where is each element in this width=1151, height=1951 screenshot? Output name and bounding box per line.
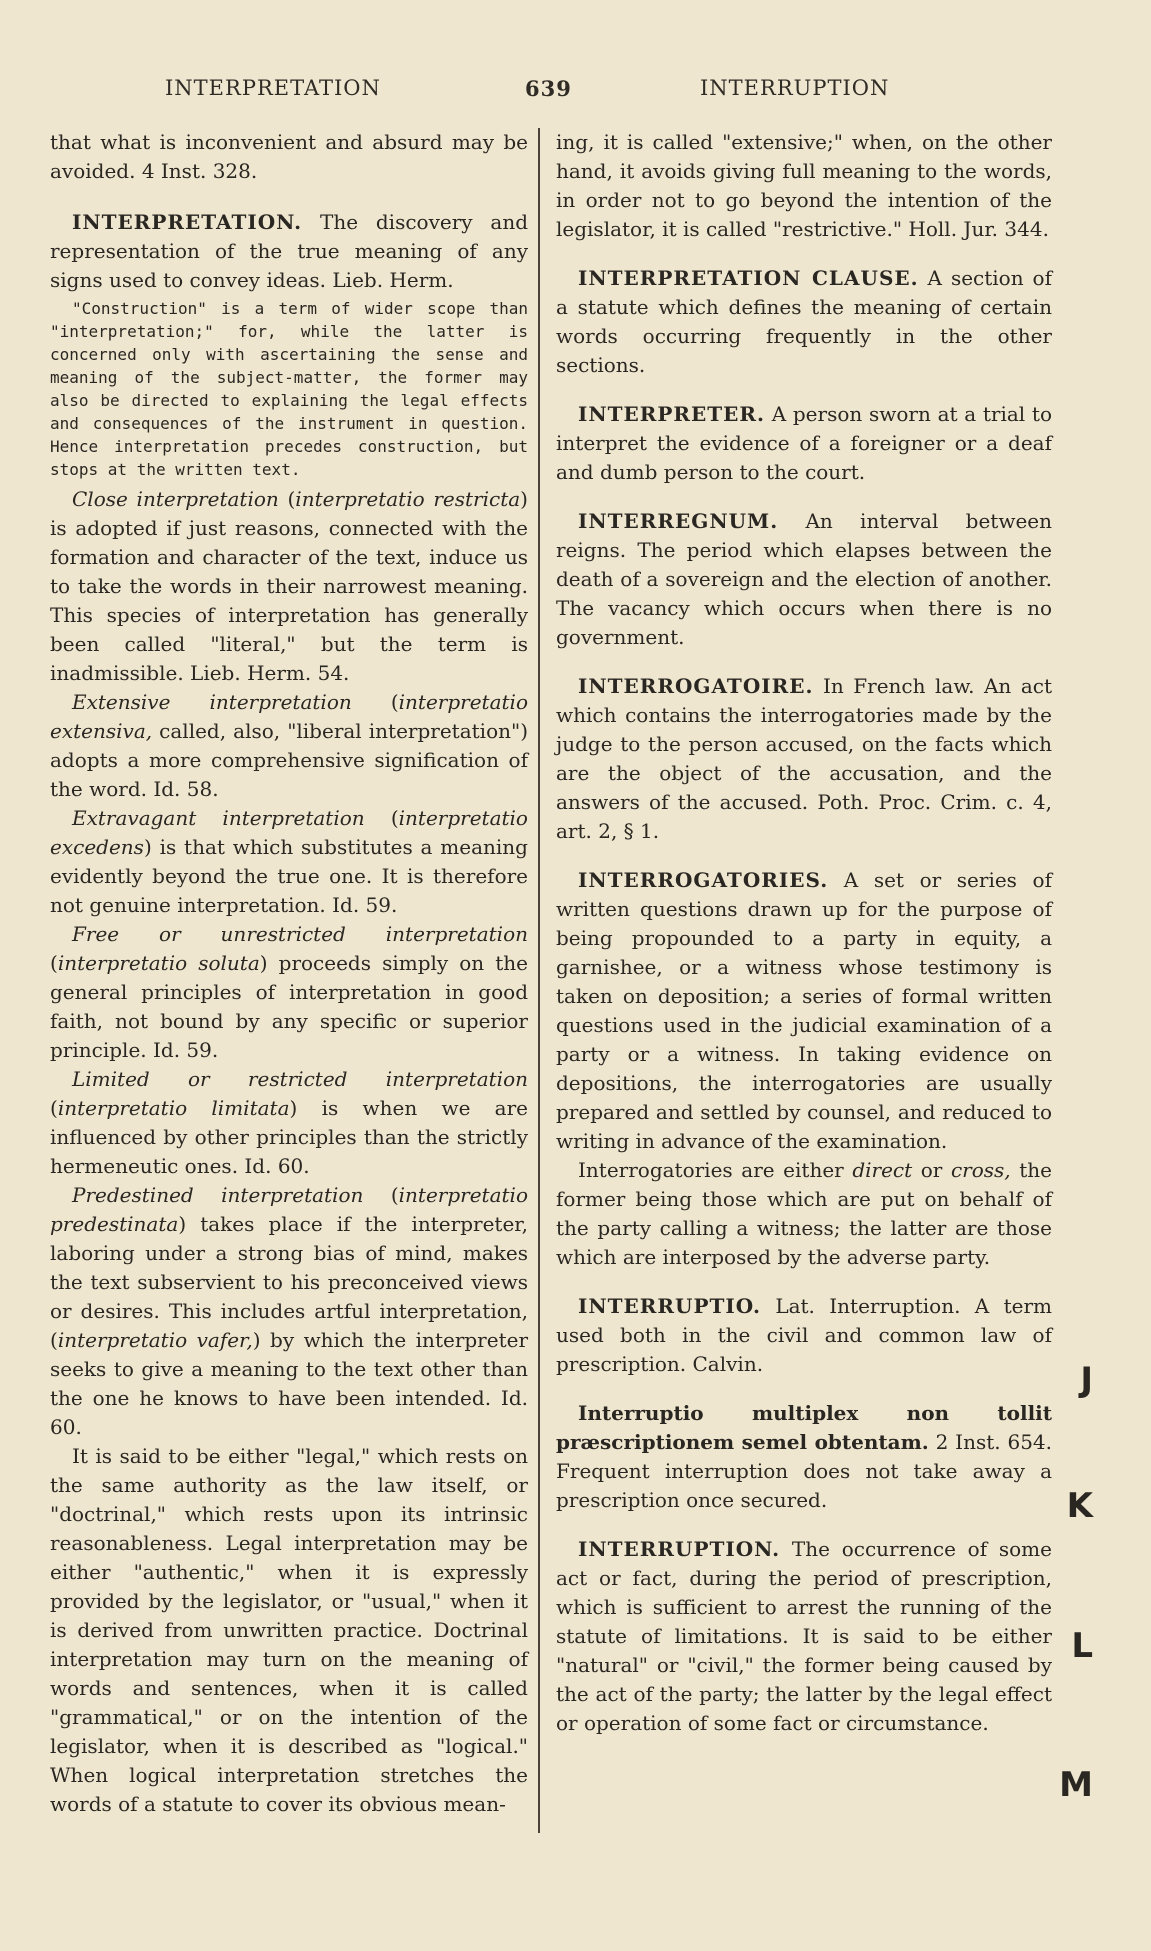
headword: INTERPRETATION. [72,210,303,234]
left-column [50,128,528,1819]
right-column [556,128,1052,1738]
definition: A person sworn at a trial to interpret the evidence of a foreigner or a deaf and dumb person to the court. [556,402,1052,484]
entry-interrogatoire [556,672,1052,846]
subentry-term: Extensive interpretation [72,690,352,714]
subentry-term: Extravagant interpretation [72,806,365,830]
subentry-limited: Limited or restricted interpretation (interpretatio limitata) is when we are influenced by other principles than the strictly hermeneutic ones. Id. 60. [50,1067,528,1178]
headword: INTERRUPTION. [578,1537,781,1561]
running-head-left: INTERPRETATION [165,76,381,100]
thumb-index-l: L [1071,1626,1093,1666]
subentry-text: takes place if the interpreter, laboring under a strong bias of mind, makes the text subservient to his preconceived views or desires. This includes artful interpretation, [50,1212,528,1323]
definition: A section of a statute which defines the meaning of certain words occurring frequently in the other sections. [556,266,1052,377]
maxim: Interruptio multiplex non tollit præscriptionem semel obtentam. [556,1401,1052,1454]
definition: The occurrence of some act or fact, during the period of prescription, which is sufficient to arrest the running of the statute of limitations. It is said to be either "natural" or "civil," the former being caused by the act of the party; the latter by the legal effect or operation of some fact or circumstance. [556,1537,1052,1735]
entry-interruptio [556,1292,1052,1379]
subentry-term: Limited or restricted interpretation [72,1067,528,1091]
subentry-extravagant: Extravagant interpretation (interpretatio excedens) is that which substitutes a meaning evidently beyond the true one. It is therefore not genuine interpretation. Id. 59. [50,806,528,917]
headword: INTERROGATOIRE. [578,674,814,698]
subentry-text: is that which substitutes a meaning evidently beyond the true one. It is therefore not genuine interpretation. Id. 59. [50,835,528,917]
headword: INTERPRETER. [578,402,765,426]
headword: INTERRUPTIO. [578,1294,761,1318]
subentry-close: Close interpretation (interpretatio restricta) is adopted if just reasons, connected with the formation and character of the text, induce us to take the words in their narrowest meaning. This species of interpretation has generally been called "literal," but the term is inadmissible. Lieb. Herm. 54. [50,487,528,685]
subentry-text: called, also, "liberal interpretation") adopts a more comprehensive signification of the word. Id. 58. [50,719,528,801]
legal-doctrinal-paragraph: It is said to be either "legal," which rests on the same authority as the law itself, or "doctrinal," which rests upon its intrinsic reasonableness. Legal interpretation may be either "authentic," when it is expressly provided by the legislator, or "usual," when it is derived from unwritten practice. Doctrinal interpretation may turn on the meaning of words and sentences, when it is called "grammatical," or on the intention of the legislator, when it is described as "logical." When logical interpretation stretches the words of a statute to cover its obvious mean- [50,1444,528,1816]
subentry-extensive: Extensive interpretation (interpretatio extensiva, called, also, "liberal interpretation") adopts a more comprehensive signification of the word. Id. 58. [50,690,528,801]
latin-term: interpretatio soluta [57,951,260,975]
running-head-right: INTERRUPTION [700,76,890,100]
page-number: 639 [525,76,572,101]
entry-interrogatories [556,866,1052,1156]
thumb-index-j: J [1080,1360,1093,1400]
entry-interpretation [50,208,528,295]
subentry-free: Free or unrestricted interpretation (interpretatio soluta) proceeds simply on the general principles of interpretation in good faith, not bound by any specific or superior principle. Id. 59. [50,922,528,1062]
definition: An interval between reigns. The period which elapses between the death of a sovereign and the election of another. The vacancy which occurs when there is no government. [556,509,1052,649]
subentry-text: proceeds simply on the general principles of interpretation in good faith, not bound by any specific or superior principle. Id. 59. [50,951,528,1062]
latin-term: interpretatio extensiva, [50,690,528,743]
latin-term: interpretatio excedens [50,806,528,859]
headword: INTERROGATORIES. [578,868,829,892]
latin-term: interpretatio vafer, [57,1328,253,1352]
subentry-text: is when we are influenced by other principles than the strictly hermeneutic ones. Id. 60. [50,1096,528,1178]
term-direct: direct [852,1158,913,1182]
column-divider [538,128,540,1833]
entry-maxim [556,1399,1052,1515]
interrogatories-kinds [556,1156,1052,1272]
term-cross: cross, [950,1158,1011,1182]
subentry-term: Close interpretation [72,487,279,511]
entry-interregnum [556,507,1052,652]
definition: In French law. An act which contains the interrogatories made by the judge to the person accused, on the facts which are the object of the accusation, and the answers of the accused. Poth. Proc. Crim. c. 4, art. 2, § 1. [556,674,1052,843]
entry-interruption [556,1535,1052,1738]
continued-text: that what is inconvenient and absurd may be avoided. 4 Inst. 328. [50,130,528,183]
subentry-term: Predestined interpretation [72,1183,364,1207]
headword: INTERREGNUM. [578,509,779,533]
headword: INTERPRETATION CLAUSE. [578,266,919,290]
text: the former being those which are put on behalf of the party calling a witness; the latter are those which are interposed by the adverse party. [556,1158,1053,1269]
subentry-text: by which the interpreter seeks to give a meaning to the text other than the one he knows to have been intended. Id. 60. [50,1328,529,1439]
text: or [920,1158,943,1182]
definition: The discovery and representation of the true meaning of any signs used to convey ideas. Lieb. Herm. [50,210,529,292]
thumb-index-m: M [1059,1765,1093,1805]
latin-term: interpretatio restricta [295,487,521,511]
definition: 2 Inst. 654. Frequent interruption does not take away a prescription once secured. [556,1430,1052,1512]
subentry-predestined: Predestined interpretation (interpretatio predestinata) takes place if the interpreter, laboring under a strong bias of mind, makes the text subservient to his preconceived views or desires. This includes artful interpretation, (interpretatio vafer,) by which the interpreter seeks to give a meaning to the text other than the one he knows to have been intended. Id. 60. [50,1183,529,1439]
thumb-index-k: K [1066,1486,1093,1526]
construction-note: "Construction" is a term of wider scope than "interpretation;" for, while the latter is concerned only with ascertaining the sense and meaning of the subject-matter, the former may also be directed to explaining the legal effects and consequences of the instrument in question. Hence interpretation precedes construction, but stops at the written text. [50,299,528,479]
definition: Lat. Interruption. A term used both in the civil and common law of prescription. Calvin. [556,1294,1053,1376]
continued-text: ing, it is called "extensive;" when, on the other hand, it avoids giving full meaning to the words, in order not to go beyond the intention of the legislator, it is called "restrictive." Holl. Jur. 344. [556,130,1052,241]
text: Interrogatories are either [578,1158,844,1182]
latin-term: interpretatio predestinata [50,1183,528,1236]
entry-interpreter [556,400,1052,487]
subentry-term: Free or unrestricted interpretation [72,922,528,946]
entry-interpretation-clause [556,264,1052,380]
definition: A set or series of written questions drawn up for the purpose of being propounded to a party in equity, a garnishee, or a witness whose testimony is taken on deposition; a series of formal written questions used in the judicial examination of a party or a witness. In taking evidence on depositions, the interrogatories are usually prepared and settled by counsel, and reduced to writing in advance of the examination. [556,868,1053,1153]
latin-term: interpretatio limitata [57,1096,290,1120]
subentry-text: is adopted if just reasons, connected with the formation and character of the text, induce us to take the words in their narrowest meaning. This species of interpretation has generally been called "literal," but the term is inadmissible. Lieb. Herm. 54. [50,516,528,685]
